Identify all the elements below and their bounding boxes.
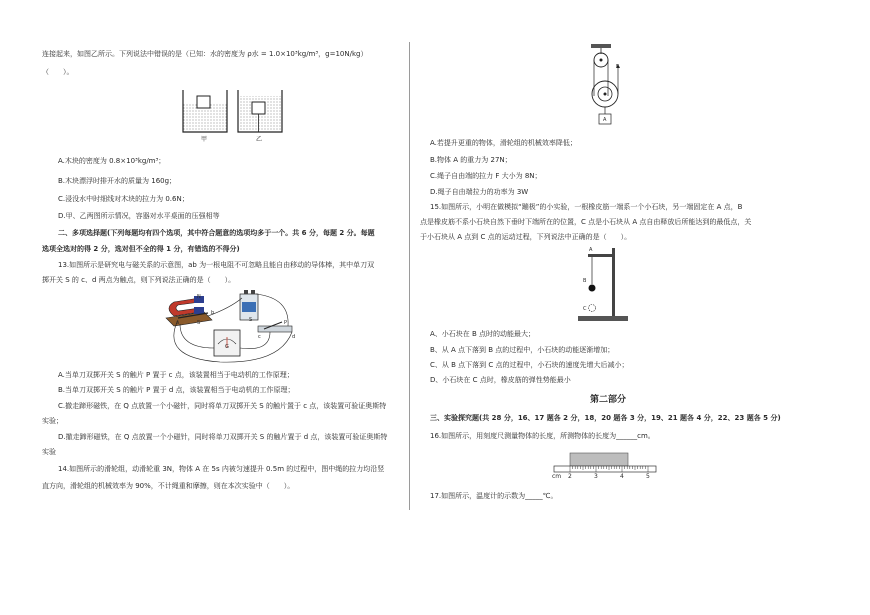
q13-option-c-line1: C.撤走蹄形磁铁，在 Q 点放置一个小磁针，同时将单刀双掷开关 S 的触片置于 c 点，该装置可验证奥斯特 xyxy=(58,402,387,410)
figure-q14-pulley xyxy=(585,42,635,128)
q14-option-a: A.若提升更重的物体，滑轮组的机械效率降低； xyxy=(430,139,577,147)
column-divider xyxy=(409,42,410,510)
q15-stem-line1: 15.如图所示，小明在做模拟“蹦极”的小实验，一根橡皮筋一端系一个小石块，另一端固定在 A 点，B xyxy=(430,203,743,211)
q14-option-c: C.绳子自由端的拉力 F 大小为 8N； xyxy=(430,172,542,180)
figure-q13-label-a: a xyxy=(176,320,180,326)
figure-q13-label-d: d xyxy=(292,334,296,340)
figure-q14-label-f: F xyxy=(616,64,619,70)
figure-q13-label-s: S xyxy=(197,320,201,326)
figure-q12-label-yi: 乙 xyxy=(256,136,263,143)
q12-option-a: A.木块的密度为 0.8×10³kg/m³； xyxy=(58,157,166,165)
part2-title: 第二部分 xyxy=(590,395,627,405)
q13-option-d-line2: 实验 xyxy=(42,448,56,456)
q15-option-d: D、小石块在 C 点时，橡皮筋的弹性势能最小 xyxy=(430,376,571,384)
q16-stem: 16.如图所示，用刻度尺测量物体的长度，所测物体的长度为______cm。 xyxy=(430,432,655,440)
q12-option-b: B.木块漂浮时排开水的质量为 160g； xyxy=(58,177,177,185)
q12-stem-line2: （ ）。 xyxy=(42,68,74,76)
figure-q13-label-b: b xyxy=(211,310,215,316)
figure-q13-label-p: P xyxy=(284,320,288,326)
q12-option-d: D.甲、乙两图所示情况，容器对水平桌面的压强相等 xyxy=(58,212,220,220)
q13-option-d-line1: D.撤走蹄形磁铁，在 Q 点放置一个小磁针，同时将单刀双掷开关 S 的触片置于 d 点，该装置可验证奥斯特 xyxy=(58,433,388,441)
ruler-tick-4: 4 xyxy=(620,473,624,480)
q17-stem: 17.如图所示，温度计的示数为_____℃。 xyxy=(430,492,558,500)
section2-heading-line1: 二、多项选择题(下列每题均有四个选项，其中符合题意的选项均多于一个。共 6 分，每题 2 分。每题 xyxy=(58,229,375,237)
q13-stem-line2: 掷开关 S 的 c、d 两点为触点，则下列说法正确的是（ ）。 xyxy=(42,276,236,284)
figure-q15-label-b: B xyxy=(583,278,587,284)
q14-stem-line2: 直方向，滑轮组的机械效率为 90%，不计绳重和摩擦，则在本次实验中（ ）。 xyxy=(42,482,295,490)
figure-q13-label-c: c xyxy=(258,334,261,340)
figure-q13-circuit xyxy=(160,288,300,366)
figure-q13-label-n: N xyxy=(197,294,201,300)
section3-heading: 三、实验探究题(共 28 分，16、17 题各 2 分，18，20 题各 3 分，19、21 题各 4 分，22、23 题各 5 分) xyxy=(430,414,781,422)
q15-stem-line2: 点是橡皮筋不系小石块自然下垂时下端所在的位置，C 点是小石块从 A 点自由释放后所能达到的最低点，关 xyxy=(420,218,752,226)
figure-q14-label-a: A xyxy=(603,117,607,123)
figure-q16-ruler xyxy=(548,451,660,485)
q14-option-b: B.物体 A 的重力为 27N； xyxy=(430,156,512,164)
q15-stem-line3: 于小石块从 A 点到 C 点的运动过程，下列说法中正确的是（ ）。 xyxy=(420,233,632,241)
figure-q13-label-g: G xyxy=(225,344,229,350)
q13-option-a: A.当单刀双掷开关 S 的触片 P 置于 c 点，该装置相当于电动机的工作原理； xyxy=(58,371,294,379)
figure-q13-label-s2: S xyxy=(249,317,253,323)
q13-option-c-line2: 实验； xyxy=(42,417,63,425)
section2-heading-line2: 选项全选对的得 2 分，选对但不全的得 1 分，有错选的不得分) xyxy=(42,245,240,253)
q12-stem-line1: 连接起来，如图乙所示。下列说法中错误的是（已知：水的密度为 ρ水 = 1.0×10³kg/m³，g=10N/kg） xyxy=(42,50,368,58)
figure-q12-label-jia: 甲 xyxy=(201,136,208,143)
q14-option-d: D.绳子自由端拉力的功率为 3W xyxy=(430,188,529,196)
q15-option-c: C、从 B 点下落到 C 点的过程中，小石块的速度先增大后减小； xyxy=(430,361,629,369)
q13-stem-line1: 13.如图所示是研究电与磁关系的示意图，ab 为一根电阻不可忽略且能自由移动的导体棒，其中单刀双 xyxy=(58,261,375,269)
q15-option-b: B、从 A 点下落到 B 点的过程中，小石块的动能逐渐增加； xyxy=(430,346,615,354)
ruler-tick-5: 5 xyxy=(646,473,650,480)
ruler-tick-2: 2 xyxy=(568,473,572,480)
q15-option-a: A、小石块在 B 点时的动能最大； xyxy=(430,330,536,338)
ruler-tick-3: 3 xyxy=(594,473,598,480)
figure-q12-beakers xyxy=(180,86,290,144)
q12-option-c: C.浸没水中时细线对木块的拉力为 0.6N； xyxy=(58,195,189,203)
figure-q15-label-c: C xyxy=(583,306,587,312)
figure-q15-stand xyxy=(574,244,634,326)
figure-q15-label-a: A xyxy=(589,247,593,253)
ruler-unit-label: cm xyxy=(552,473,562,480)
q13-option-b: B.当单刀双掷开关 S 的触片 P 置于 d 点，该装置相当于电动机的工作原理； xyxy=(58,386,295,394)
q14-stem-line1: 14.如图所示的滑轮组，动滑轮重 3N，物体 A 在 5s 内被匀速提升 0.5m 的过程中，图中绳的拉力均沿竖 xyxy=(58,465,385,473)
